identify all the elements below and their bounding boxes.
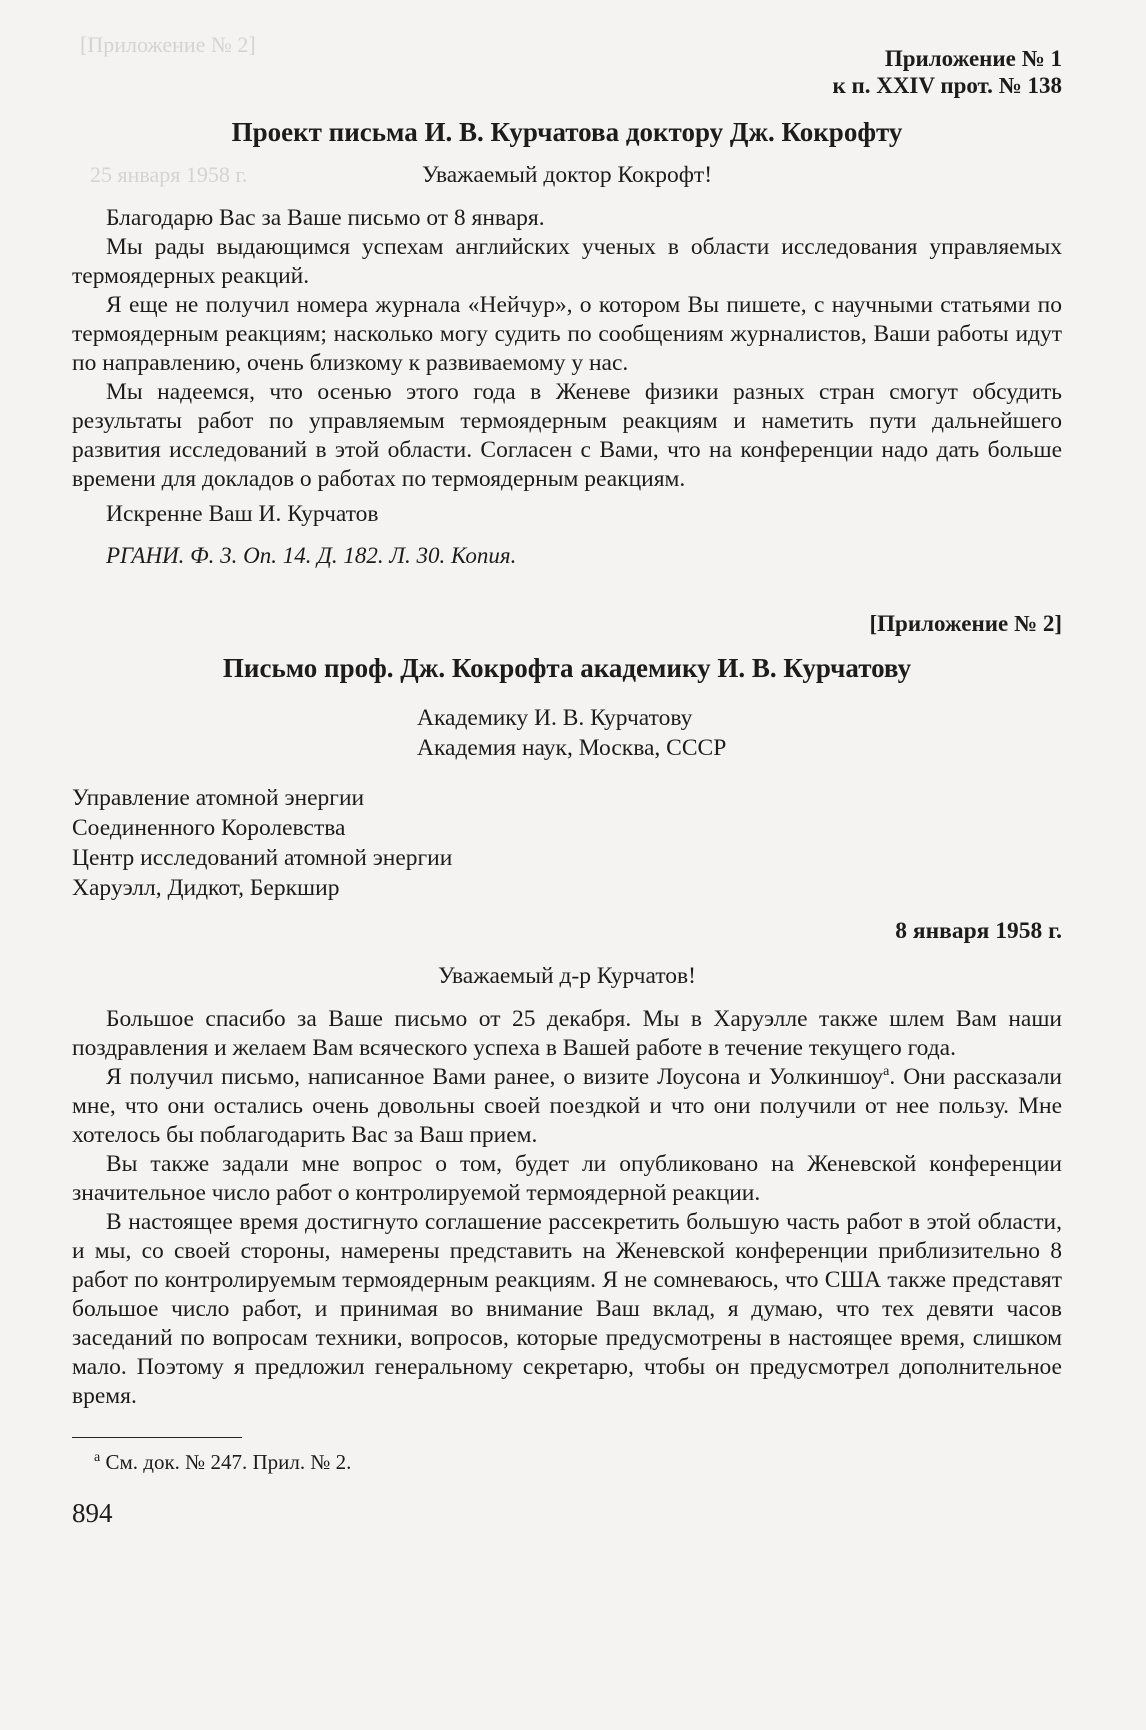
letter-2-paragraph: В настоящее время достигнуто соглашение рассекретить большую часть работ в этой области, и мы, со своей стороны, намерены представить на Женевской конференции приблизительно 8 работ по контролируемым термоядерным реакциям. Я не сомневаюсь, что США также представят большое число работ, и принимая во внимание Ваш вклад, я думаю, что тех девяти часов заседаний по вопросам техники, вопросов, которые предусмотрены в настоящее время, слишком мало. Поэтому я предложил генеральному секретарю, чтобы он предусмотрел дополнительное время. [72,1209,1062,1409]
appendix-1-line-2: к п. XXIV прот. № 138 [832,73,1062,98]
appendix-1-header [72,45,1062,99]
letter-1-source: РГАНИ. Ф. 3. Оп. 14. Д. 182. Л. 30. Копия. [106,543,517,568]
footnote-text: См. док. № 247. Прил. № 2. [100,1450,352,1474]
letter-2-title: Письмо проф. Дж. Кокрофта академику И. В. Курчатову [222,653,912,683]
appendix-1-line-1: Приложение № 1 [884,46,1062,71]
letter-1-paragraph: Мы надеемся, что осенью этого года в Женеве физики разных стран смогут обсудить результаты работ по управляемым термоядерным реакциям и наметить пути дальнейшего развития исследований в этой области. Согласен с Вами, что на конференции надо дать больше времени для докладов о работах по термоядерным реакциям. [72,379,1062,492]
letter-1-salutation: Уважаемый доктор Кокрофт! [421,162,713,188]
letter-2-date: 8 января 1958 г. [895,918,1062,944]
letter-2-sender-address [72,783,1062,903]
letter-2-paragraph: Большое спасибо за Ваше письмо от 25 декабря. Мы в Харуэлле также шлем Вам наши поздравления и желаем Вам всяческого успеха в Вашей работе в течение текущего года. [72,1006,1062,1061]
recipient-line: Академия наук, Москва, СССР [417,735,727,761]
letter-2-body [72,1005,1062,1411]
letter-2-recipient [72,703,1062,763]
letter-1-paragraph: Я еще не получил номера журнала «Нейчур», о котором Вы пишете, с научными статьями по термоядерным реакциям; насколько могу судить по сообщениям журналистов, Ваши работы идут по направлению, очень близкому к развиваемому у нас. [72,292,1062,376]
letter-1-body [72,204,1062,494]
paragraph-text: Я получил письмо, написанное Вами ранее, о визите Лоусона и Уолкиншоу [106,1064,884,1090]
document-page [72,40,1062,1529]
footnote-mark: а [94,1450,101,1465]
letter-2-salutation: Уважаемый д-р Курчатов! [438,963,696,989]
footnote-reference[interactable]: а [883,1064,890,1080]
paragraph-text: . Они рассказали мне, что они остались очень довольны своей поездкой и что они получили от нее пользу. Мне хотелось бы поблагодарить Вас за Ваш прием. [72,1064,1063,1148]
letter-2-paragraph [72,1063,1062,1150]
letter-1-title: Проект письма И. В. Курчатова доктору Дж. Кокрофту [231,117,903,147]
sender-line: Харуэлл, Дидкот, Беркшир [72,875,340,901]
bleed-through-text: 25 января 1958 г. [90,162,248,187]
letter-1-paragraph: Благодарю Вас за Ваше письмо от 8 января. [106,205,545,231]
appendix-2-label: [Приложение № 2] [869,611,1062,636]
recipient-line: Академику И. В. Курчатову [417,705,693,731]
letter-1-paragraph: Мы рады выдающимся успехам английских ученых в области исследования управляемых термоядерных реакций. [72,234,1062,289]
letter-1-closing: Искренне Ваш И. Курчатов [106,501,379,527]
sender-line: Центр исследований атомной энергии [72,845,453,871]
page-number: 894 [72,1498,113,1528]
footnote [72,1448,1062,1476]
letter-2-paragraph: Вы также задали мне вопрос о том, будет ли опубликовано на Женевской конференции значительное число работ о контролируемой термоядерной реакции. [72,1151,1062,1206]
sender-line: Управление атомной энергии [72,785,365,811]
sender-line: Соединенного Королевства [72,815,346,841]
bleed-through-text: [Приложение № 2] [80,32,256,57]
footnote-divider [72,1437,242,1438]
